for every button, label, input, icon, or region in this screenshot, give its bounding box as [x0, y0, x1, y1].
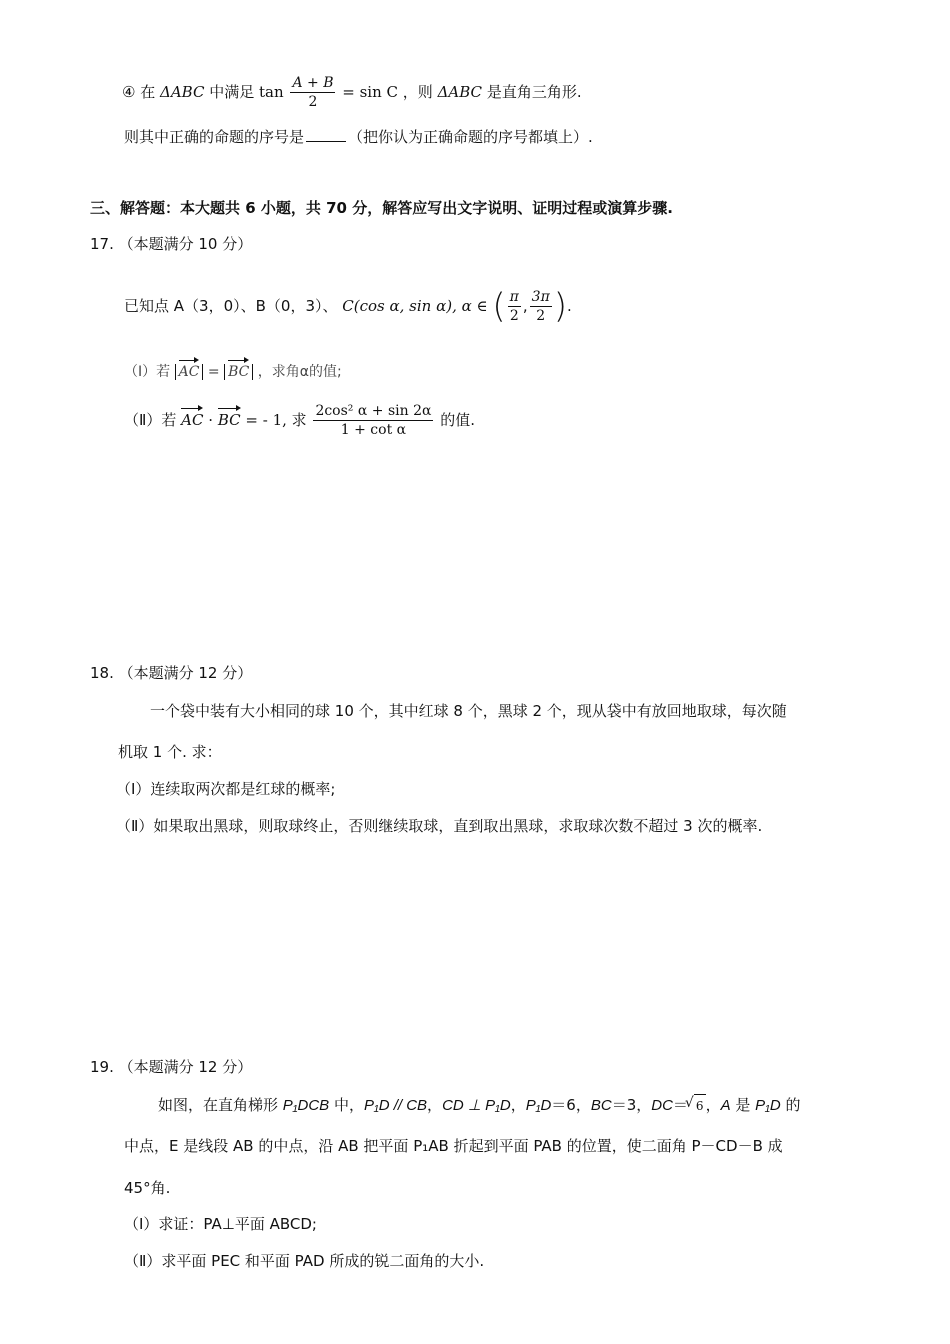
- q19-l1-q: P₁D: [755, 1097, 781, 1114]
- q17-interval-left-num: π: [509, 289, 519, 305]
- q19-l1-e: ，: [427, 1096, 443, 1114]
- item4-frac-num: A + B: [292, 75, 334, 91]
- q17-interval-left: [508, 288, 521, 325]
- q17-header: 17. （本题满分 10 分）: [90, 235, 253, 253]
- q19-header: 19. （本题满分 12 分）: [90, 1058, 253, 1076]
- q17-interval-left-den: 2: [509, 308, 519, 324]
- q19-sqrt: √ 6: [694, 1094, 706, 1117]
- q17-paren-right: ): [553, 286, 568, 327]
- answer-before: 则其中正确的命题的序号是: [124, 128, 305, 146]
- item4-prefix: ④ 在: [122, 83, 156, 101]
- q17-part1: [124, 357, 342, 383]
- q17-part2: [124, 402, 475, 439]
- q18-part1: （Ⅰ）连续取两次都是红球的概率;: [116, 780, 336, 798]
- q17-interval-right-num: 3π: [531, 289, 550, 305]
- item4-frac-den: 2: [308, 94, 318, 110]
- q19-l1-g: ，: [510, 1096, 526, 1114]
- q17-part1-tail: ，求角α的值;: [257, 364, 342, 380]
- q18-part2: （Ⅱ）如果取出黑球，则取球终止，否则继续取球，直到取出黑球，求取球次数不超过 3 次的概率.: [116, 817, 763, 835]
- q19-l1-p: 是: [730, 1096, 756, 1114]
- q17-paren-left: (: [492, 286, 506, 327]
- q19-l1-k: ＝3，: [611, 1096, 652, 1114]
- q17-part2-fraction: [313, 402, 433, 439]
- q17-part1-abs-bc: [224, 364, 253, 380]
- item4-mid1: 中满足: [209, 83, 255, 101]
- q19-l1-i: ＝6，: [551, 1096, 591, 1114]
- q17-part2-label: （Ⅱ）若: [124, 411, 177, 429]
- q17-part2-den: 1 + cot α: [340, 422, 407, 438]
- q17-part1-vec-ac: AC: [179, 357, 200, 383]
- q19-line3: 45°角.: [124, 1179, 171, 1197]
- answer-line: [124, 126, 593, 148]
- q19-line1: [158, 1094, 801, 1117]
- q18-body2: 机取 1 个. 求：: [118, 743, 222, 761]
- q19-l1-m: ＝: [672, 1096, 688, 1114]
- section3-title: 三、解答题：本大题共 6 小题，共 70 分，解答应写出文字说明、证明过程或演算步骤.: [90, 199, 673, 217]
- item4-mid2: ，则: [402, 83, 433, 101]
- q17-given-c: C(cos α, sin α), α ∈: [342, 297, 488, 315]
- q19-l1-n: ，: [705, 1096, 721, 1114]
- q19-l1-a: 如图，在直角梯形: [158, 1096, 283, 1114]
- item4-suffix: 是直角三角形.: [486, 83, 582, 101]
- item4-triangle-1: ΔABC: [160, 83, 205, 101]
- q17-interval-right-den: 2: [536, 308, 546, 324]
- q17-interval-right: [530, 288, 552, 325]
- q17-part2-vec-bc: BC: [218, 405, 241, 431]
- answer-blank: [306, 127, 346, 142]
- q19-part1: （Ⅰ）求证：PA⊥平面 ABCD;: [124, 1215, 317, 1233]
- q19-l1-h: P₁D: [525, 1097, 552, 1114]
- q19-l1-b: P₁DCB: [282, 1097, 330, 1114]
- q17-given-text: 已知点 A（3，0）、B（0，3）、: [124, 297, 338, 315]
- q19-l1-c: 中，: [329, 1096, 364, 1114]
- q18-header: 18. （本题满分 12 分）: [90, 664, 253, 682]
- q17-part2-eq: = - 1, 求: [245, 411, 307, 429]
- q17-part1-abs-ac: [175, 364, 204, 380]
- q17-part2-vec-ac: AC: [181, 405, 203, 431]
- item4-fraction: [290, 74, 335, 111]
- q17-given: 已知点 A（3，0）、B（0，3）、 C(cos α, sin α), α ∈ ( $\frac{\pi}{2}$ , $\frac{3\pi}{2}$ ).: [124, 286, 572, 327]
- q19-part2: （Ⅱ）求平面 PEC 和平面 PAD 所成的锐二面角的大小.: [124, 1252, 485, 1270]
- q17-part2-num: 2cos² α + sin 2α: [315, 403, 432, 419]
- q17-part1-label: （Ⅰ）若: [124, 364, 171, 380]
- q19-l1-f: CD ⊥ P₁D: [442, 1097, 511, 1114]
- q19-line2: 中点，E 是线段 AB 的中点，沿 AB 把平面 P₁AB 折起到平面 PAB 的位置，使二面角 P－CD－B 成: [124, 1137, 783, 1155]
- q19-l1-j: BC: [590, 1097, 612, 1114]
- item4-eq: = sin C: [342, 83, 399, 101]
- q17-part1-vec-bc: BC: [228, 357, 249, 383]
- q19-l1-l: DC: [651, 1097, 673, 1114]
- item4-triangle-2: ΔABC: [437, 83, 483, 101]
- q18-body1: 一个袋中装有大小相同的球 10 个，其中红球 8 个，黑球 2 个，现从袋中有放回地取球，每次随: [150, 702, 787, 720]
- item4-line: [122, 74, 582, 111]
- q17-part2-dot: ·: [208, 411, 214, 429]
- q19-l1-o: A: [720, 1097, 731, 1114]
- q17-part1-eq: =: [207, 364, 220, 380]
- q17-part2-tail: 的值.: [440, 411, 475, 429]
- q19-l1-d: P₁D // CB: [363, 1097, 428, 1114]
- q19-l1-r: 的: [780, 1096, 801, 1114]
- item4-tan: tan: [259, 83, 284, 101]
- answer-after: （把你认为正确命题的序号都填上）.: [348, 128, 593, 146]
